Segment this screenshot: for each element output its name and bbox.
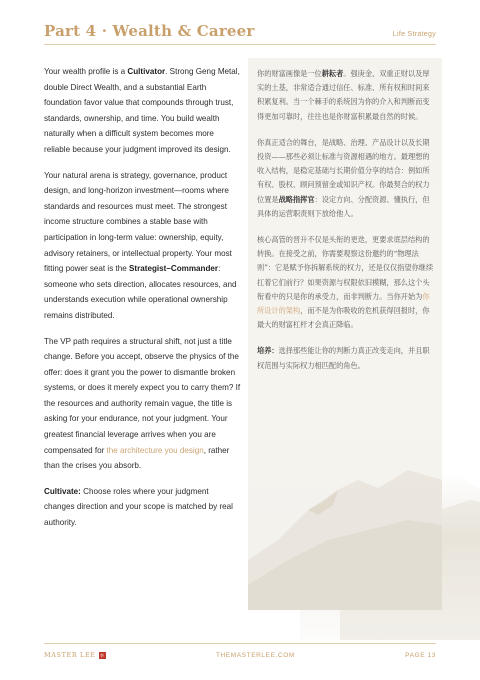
cn-paragraph-profile: 你的财富画像是一位耕耘者。强庚金、双重正财以及厚实的土基，非常适合通过信任、标准、所有权和时间来积累复利。当一个棘手的系统因为你的介入和判断而变得更加可靠时，往往也是你财富积累最自然的时候。 <box>257 69 430 121</box>
page-header <box>44 22 436 40</box>
brand-name: MASTER LEE <box>44 651 96 659</box>
term-strategist-commander: Strategist–Commander <box>129 264 219 274</box>
website-link[interactable]: THEMASTERLEE.COM <box>215 651 295 659</box>
page-number: PAGE 13 <box>405 651 436 659</box>
paragraph-cultivate: Cultivate: Choose roles where your judgment changes direction and your scope is matched by real authority. <box>44 486 233 528</box>
label-cultivate: Cultivate: <box>44 486 81 496</box>
brand <box>44 651 106 659</box>
page-footer <box>44 651 436 659</box>
cn-paragraph-vp-path: 核心高管的晋升不仅是头衔的更迭，更要求底层结构的转换。在接受之前，你需要观察这份邀约的“物理法则”：它是赋予你拆解系统的权力，还是仅仅指望你继续扛着它们前行？如果资源与权限依旧模糊，那么这个头衔看中的只是你的承受力，而非判断力。当你开始为你所设计的架构，而不是为你吸收的危机获得回报时，你最大的财富杠杆才会真正降临。 <box>257 235 434 330</box>
cn-paragraph-arena: 你真正适合的舞台，是战略、治理、产品设计以及长期投资——那些必须让标准与资源相遇的地方。最理想的收入结构，是稳定基础与长期价值分享的结合：例如所有权、股权、顾问预留金或知识产权。你最契合的权力位置是战略指挥官：设定方向、分配资源、懂执行，但具体的运营职责则下放给他人。 <box>257 137 430 218</box>
chinese-panel <box>248 58 442 610</box>
paragraph-arena: Your natural arena is strategy, governance, product design, and long-horizon investment—rooms where standards and resources must meet. The strongest income structure combines a stable base with participation in long-term value: ownership, equity, advisory retainers, or intellectual property. Your most fitting power seat is the Strategist–Commander: someone who sets direction, allocates resources, and understands execution while operational ownership remains distributed. <box>44 170 237 320</box>
header-divider <box>44 44 436 45</box>
english-column <box>44 64 241 541</box>
cn-paragraph-cultivate: 培养：选择那些能让你的判断力真正改变走向，并且职权范围与实际权力相匹配的角色。 <box>257 346 430 370</box>
panel-mountain-illustration <box>248 410 442 610</box>
term-cultivator: Cultivator <box>127 67 166 76</box>
section-tag: Life Strategy <box>392 31 436 38</box>
paragraph-profile: Your wealth profile is a Cultivator. Strong Geng Metal, double Direct Wealth, and a substantial Earth foundation favor value that compounds through trust, standards, ownership, and time. You build wealth naturally when a difficult system becomes more reliable because your judgment improved its design. <box>44 67 240 154</box>
chinese-column <box>257 67 435 385</box>
footer-divider <box>44 643 436 644</box>
highlight-architecture: the architecture you design <box>106 445 204 455</box>
seal-icon: 李 <box>99 652 105 658</box>
section-title: Part 4 · Wealth & Career <box>44 22 255 40</box>
paragraph-vp-path: The VP path requires a structural shift, not just a title change. Before you accept, observe the physics of the offer: does it grant you the power to dismantle broken systems, or does it merely expect you to carry them? If the resources and authority remain vague, the title is asking for your endurance, not your judgment. Your greatest financial leverage arrives when you are compensated for the architecture you design, rather than the crises you absorb. <box>44 336 241 471</box>
